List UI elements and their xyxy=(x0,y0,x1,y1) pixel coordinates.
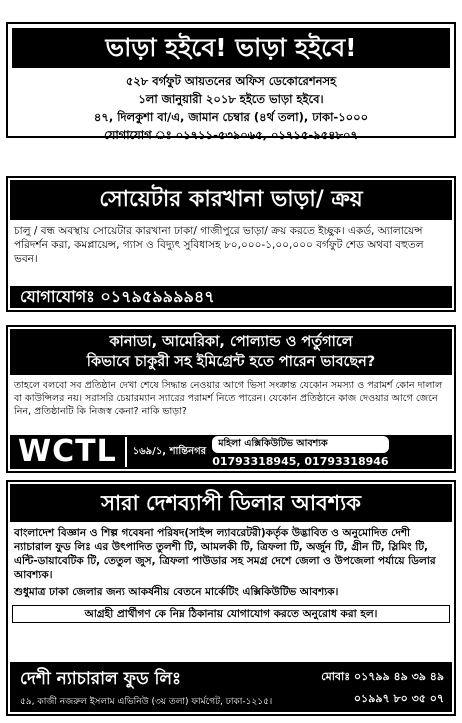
ad-boxed-note: আগ্রহী প্রার্থীগণ কে নিম্ন ঠিকানায় যোগাযোগ করতে অনুরোধ করা হল। xyxy=(12,605,450,623)
ad-phones: 01793318945, 01793318946 xyxy=(212,455,389,468)
ad-headline: সারা দেশব্যাপী ডিলার আবশ্যক xyxy=(10,484,452,522)
ad-headline-line-1: কানাডা, আমেরিকা, পোল্যান্ড ও পর্তুগালে xyxy=(109,334,353,350)
company-address: ৫৯, কাজী নজরুল ইসলাম এভিনিউ (৩য় তলা) ফার্মগেট, ঢাকা-১২১৫। xyxy=(20,697,273,707)
ad-headline: ভাড়া হইবে! ভাড়া হইবে! xyxy=(12,28,450,68)
ad-body: চালু / বন্ধ অবস্থায় সোয়েটার কারখানা ঢাকা/ গাজীপুরে ভাড়া/ ক্রয় করতে ইচ্ছুক। একর্ড, অ্যালায়েন্স পরিদর্শন করা, কমপ্লায়েন্স, গ্যাস ও বিদ্যুৎ সুবিধাসহ ৮০,০০০-১,০০,০০০ বর্গফুট শেড অথবা বহুতল ভবন। xyxy=(14,225,424,265)
mobile-number-1: মোবাঃ ০১৭৯৯ ৪৯ ৩৯ ৪৯ xyxy=(321,670,444,683)
company-name: দেশী ন্যাচারাল ফুড লিঃ xyxy=(20,669,182,689)
ad-dealer-wanted xyxy=(6,480,456,716)
ad-badge: মহিলা এক্সিকিউটিভ আবশ্যক xyxy=(212,436,388,453)
ad-headline: সোয়েটার কারখানা ভাড়া/ ক্রয় xyxy=(10,180,452,220)
ad-line: ১লা জানুয়ারী ২০১৮ হইতে ভাড়া হইবে। xyxy=(138,92,324,106)
ad-footer xyxy=(10,435,452,469)
ad-line: ৫২৮ বর্গফুট আয়তনের অফিস ডেকোরেশনসহ xyxy=(125,74,337,88)
ad-body: তাহলে বলবো সব প্রতিষ্ঠান দেখা শেষে সিদ্ধান্ত নেওয়ার আগে ভিসা সংক্রান্ত যেকোন সমস্যা ও পরামর্শ কোন দালাল বা কাউন্সিলর নয়। সরাসরি চেয়ারম্যান স্যারের পরামর্শ নিতে পারেন। যেকোন প্রতিষ্ঠানে কাজ দেওয়ার আগে জেনে নিন, প্রতিষ্ঠানটি কি নিজস্ব কেনা? নাকি ভাড়া? xyxy=(14,380,443,417)
ad-contact: যোগাযোগ ঃ ০১৭১১-৫৩৯০৬৫, ০১৭১৫-৯৫৪৮০৭ xyxy=(104,128,358,142)
ad-headline xyxy=(10,329,452,375)
ad-headline-line-2: কিভাবে চাকুরী সহ ইমিগ্রেন্ট হতে পারেন ভাবছেন? xyxy=(86,354,376,370)
ad-office-rent xyxy=(6,22,456,142)
ad-footer xyxy=(10,662,452,712)
ad-address: ১৬৯/১, শান্তিনগর xyxy=(132,445,207,457)
ad-body: বাংলাদেশ বিজ্ঞান ও শিল্প গবেষনা পরিষদ(সাইন্স ল্যাবরেটরী)কর্তৃক উদ্ভাবিত ও অনুমোদিত দেশী ন্যাচারাল ফুড লিঃ এর উৎপাদিত তুলশী টি, আমলকী টি, ত্রিফলা টি, অর্জুন টি, গ্রীন টি, স্লিমিং টি, এন্টি-ডায়াবেটিক টি, তেতুল জুস, ত্রিফলা পাউডার সহ সমগ্র দেশে জেলা ও উপজেলা পর্যায়ে ডিলার আবশ্যক। xyxy=(14,527,436,581)
wctl-logo: WCTL xyxy=(10,437,127,467)
ad-sweater-factory xyxy=(6,176,456,312)
ad-line: ৪৭, দিলকুশা বা/এ, জামান চেম্বার (৪র্থ তলা), ঢাকা-১০০০ xyxy=(93,110,369,124)
mobile-number-2: ০১৯৯৭ ৮০ ৩৫ ০৭ xyxy=(353,692,444,705)
ad-immigration xyxy=(6,325,456,473)
ad-contact: যোগাযোগঃ ০১৭৯৫৯৯৯৯৪৭ xyxy=(10,286,452,308)
ad-note: শুধুমাত্র ঢাকা জেলার জন্য আকর্ষনীয় বেতনে মার্কেটিং এক্সিকিউটিভ আবশ্যক। xyxy=(14,586,339,598)
